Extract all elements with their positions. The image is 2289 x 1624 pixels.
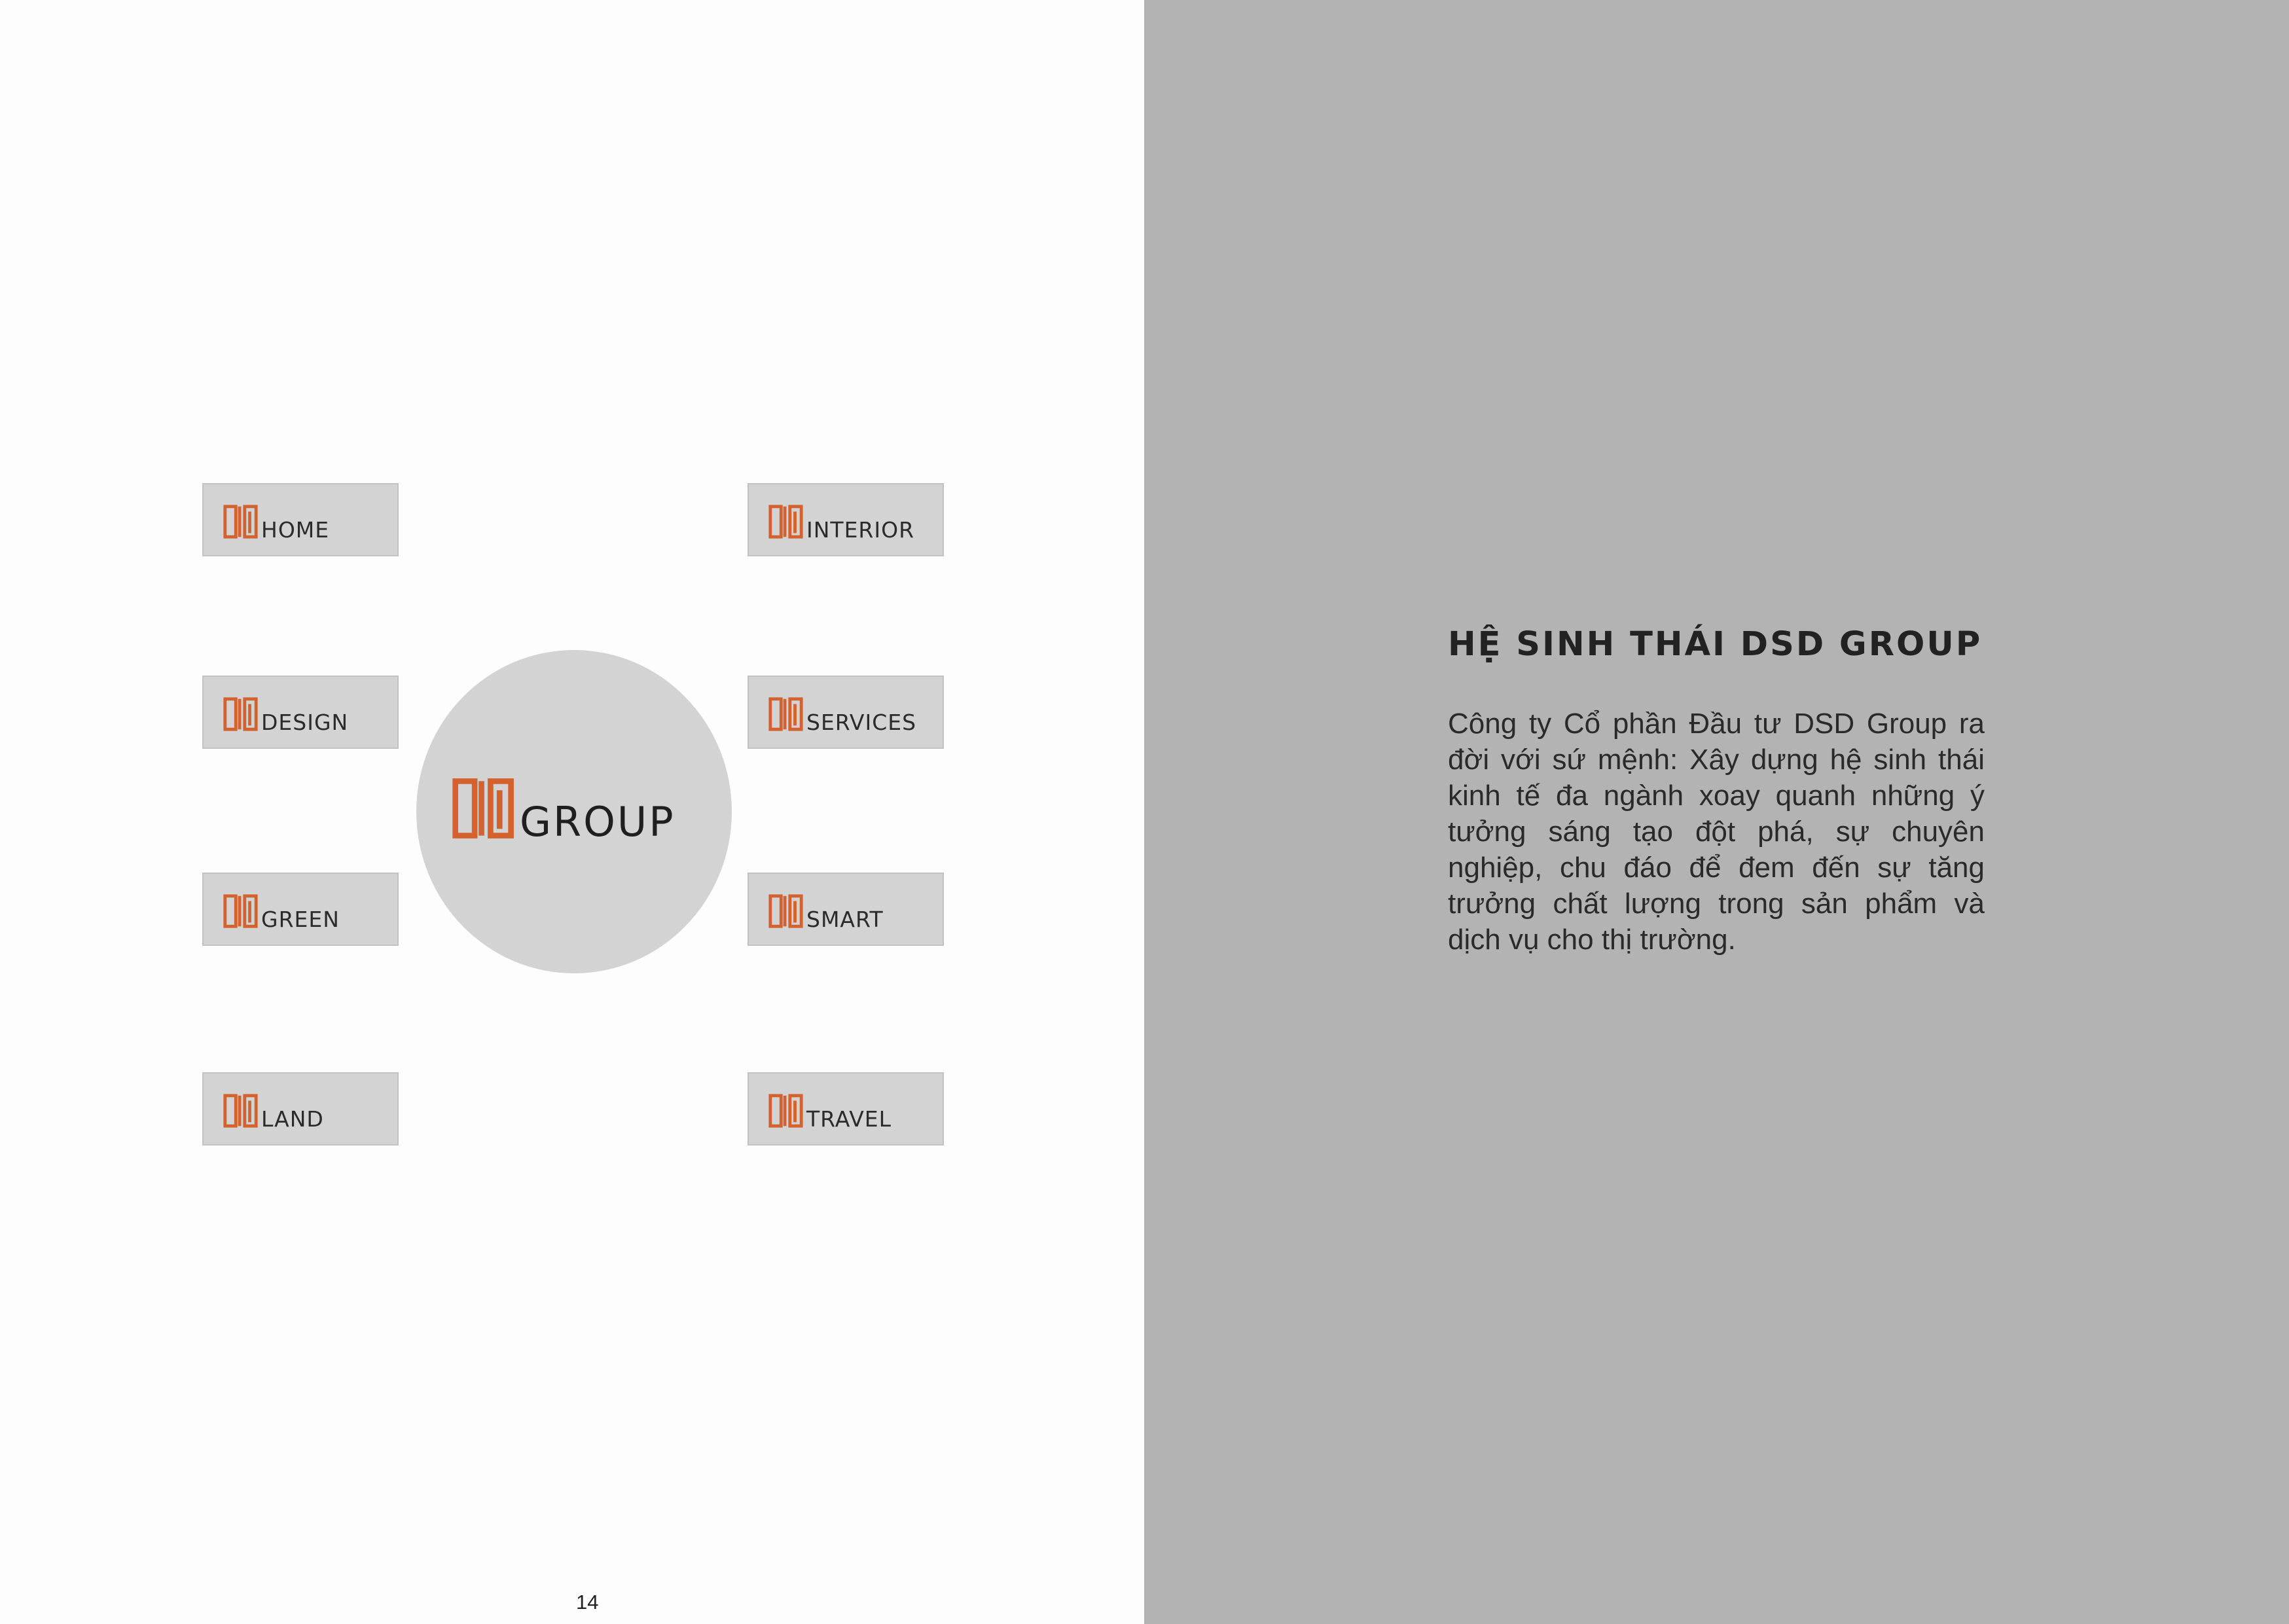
section-body: Công ty Cổ phần Đầu tư DSD Group ra đời với sứ mệnh: Xây dựng hệ sinh thái kinh tế đa ngành xoay quanh những ý tưởng sáng tạo đột phá, sự chuyên nghiệp, chu đáo để đem đến sự tăng trưởng chất lượng trong sản phẩm và dịch vụ cho thị trường. (1448, 708, 1985, 956)
unit-label: LAND (261, 1106, 324, 1132)
dsd-logo-icon (222, 1092, 260, 1130)
unit-label: GREEN (261, 907, 340, 932)
right-panel (1144, 0, 2289, 1624)
unit-label: SERVICES (806, 710, 917, 735)
unit-label: INTERIOR (806, 517, 914, 543)
section-title: HỆ SINH THÁI DSD GROUP (1448, 625, 1983, 664)
unit-label: SMART (806, 907, 884, 932)
unit-tile-green (202, 873, 399, 946)
dsd-logo-icon (222, 892, 260, 930)
unit-tile-home (202, 483, 399, 556)
unit-label: HOME (261, 517, 330, 543)
unit-tile-interior (748, 483, 944, 556)
unit-tile-smart (748, 873, 944, 946)
unit-label: TRAVEL (806, 1106, 892, 1132)
dsd-logo-icon (767, 695, 805, 733)
group-center-circle (416, 650, 732, 973)
dsd-logo-icon (767, 1092, 805, 1130)
dsd-logo-icon (767, 503, 805, 541)
unit-tile-design (202, 676, 399, 749)
dsd-logo-icon (222, 503, 260, 541)
dsd-logo-icon (222, 695, 260, 733)
dsd-logo-icon (767, 892, 805, 930)
unit-label: DESIGN (261, 710, 349, 735)
group-logo-label: GROUP (520, 798, 676, 846)
left-page (0, 0, 1144, 1624)
page-number: 14 (576, 1591, 599, 1614)
unit-tile-land (202, 1072, 399, 1146)
unit-tile-travel (748, 1072, 944, 1146)
unit-tile-services (748, 676, 944, 749)
dsd-logo-icon (448, 774, 520, 842)
